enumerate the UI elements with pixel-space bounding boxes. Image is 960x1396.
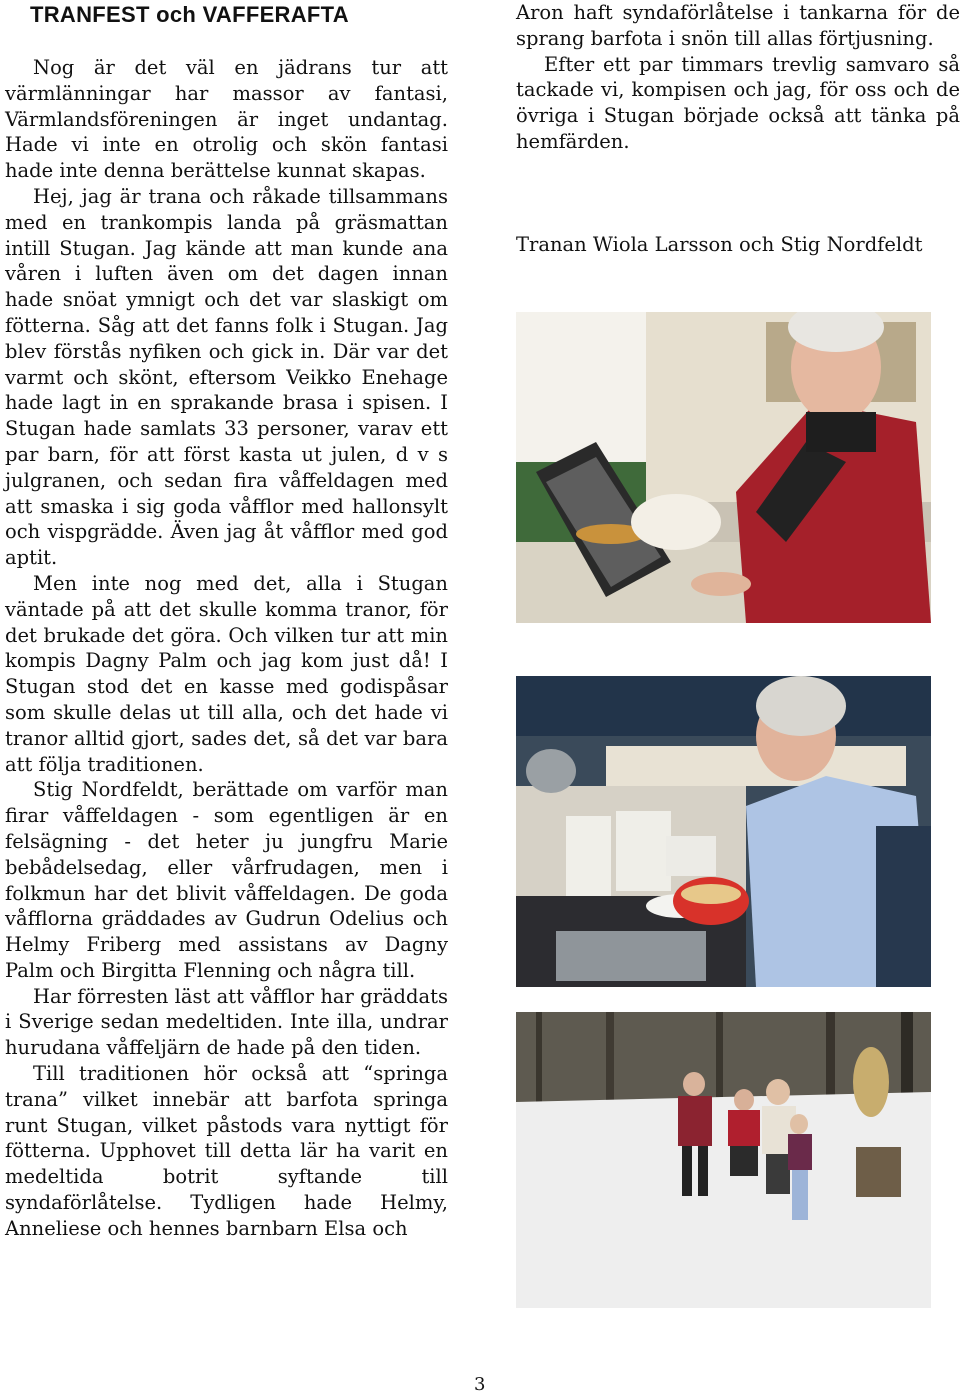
right-column bbox=[516, 0, 960, 155]
article-title: TRANFEST och VAFFERAFTA bbox=[30, 2, 349, 27]
author-signature: Tranan Wiola Larsson och Stig Nordfeldt bbox=[516, 233, 923, 256]
photo-batter-whisking bbox=[516, 676, 931, 987]
photo-waffle-making bbox=[516, 312, 931, 623]
paragraph: Nog är det väl en jädrans tur att värmlänningar har massor av fantasi, Värmlandsföreningen är inget undantag. Hade vi inte en otrolig och skön fantasi hade inte denna berättelse kunnat skapas. bbox=[5, 56, 448, 183]
left-column bbox=[5, 55, 448, 1242]
paragraph: Men inte nog med det, alla i Stugan väntade på att det skulle komma tranor, för det brukade det göra. Och vilken tur att min kompis Dagny Palm och jag kom just då! I Stugan stod det en kasse med godispåsar som skulle delas ut till alla, och det hade vi tranor alltid gjort, sades det, så det var bara att följa traditionen. bbox=[5, 571, 448, 776]
paragraph-continuation: Aron haft syndaförlåtelse i tankarna för de sprang barfota i snön till allas förtjusning. bbox=[516, 1, 960, 50]
paragraph: Till traditionen hör också att “springa trana” vilket innebär att barfota springa runt Stugan, vilket påstods vara nyttigt för fötterna. Upphovet till detta lär ha varit en medeltida botrit syftande till syndaförlåtelse. Tydligen hade Helmy, Anneliese och hennes barnbarn Elsa och bbox=[5, 1062, 448, 1240]
paragraph: Stig Nordfeldt, berättade om varför man firar våffeldagen - som egentligen är en felsägning - det heter ju jungfru Marie bebådelsedag, eller vårfrudagen, men i folkmun har det blivit våffeldagen. De goda våfflorna gräddades av Gudrun Odelius och Helmy Friberg med assistans av Dagny Palm och Birgitta Flenning och några till. bbox=[5, 778, 448, 982]
page-number: 3 bbox=[474, 1374, 486, 1395]
paragraph: Har förresten läst att våfflor har gräddats i Sverige sedan medeltiden. Inte illa, undrar hurudana våffeljärn de hade på den tiden. bbox=[5, 984, 448, 1060]
paragraph: Hej, jag är trana och råkade tillsammans med en trankompis landa på gräsmattan intill Stugan. Jag kände att man kunde ana våren i luften även om det dagen innan hade snöat ymnigt och det var slaskigt om fötterna. Såg att det fanns folk i Stugan. Jag blev förstås nyfiken och gick in. Där var det varmt och skönt, eftersom Veikko Enehage hade lagt in en sprakande brasa i spisen. I Stugan hade samlats 33 personer, varav ett par barn, för att först kasta ut julen, d v s julgranen, och sedan fira våffeldagen med att smaska i sig goda våfflor med hallonsylt och vispgrädde. Även jag åt våfflor med god aptit. bbox=[5, 184, 448, 570]
photo-snow-running bbox=[516, 1012, 931, 1308]
paragraph: Efter ett par timmars trevlig samvaro så tackade vi, kompisen och jag, för oss och de övriga i Stugan började också att tänka på hemfärden. bbox=[516, 52, 960, 153]
